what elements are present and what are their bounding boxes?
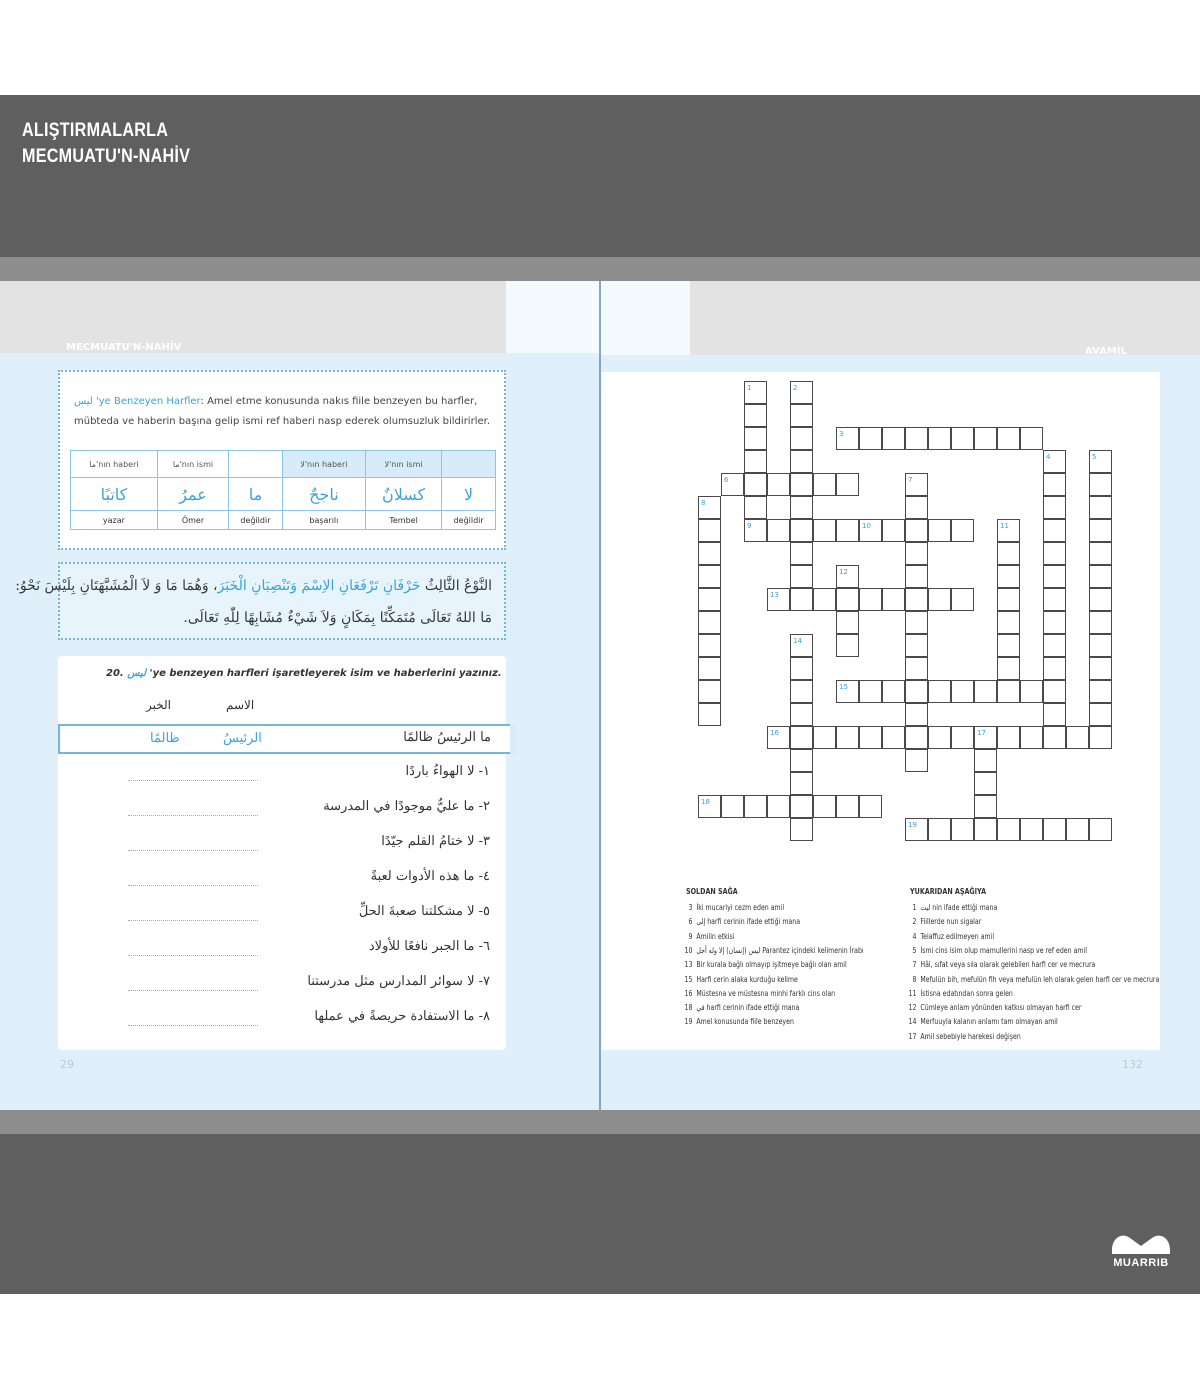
crossword-cell[interactable] [905,542,928,565]
crossword-cell[interactable] [790,450,813,473]
crossword-cell[interactable] [790,749,813,772]
crossword-cell[interactable] [997,427,1020,450]
clue-text: Harfi cerin alaka kurduğu kelime [696,974,798,984]
clue-number: 11 [908,988,917,998]
crossword-number: 18 [701,798,710,806]
crossword-cell[interactable] [882,726,905,749]
clue-number: 10 [684,945,693,955]
crossword-cell[interactable] [790,496,813,519]
crossword-cell[interactable] [951,588,974,611]
crossword-cell[interactable] [997,565,1020,588]
clue-number: 9 [688,931,693,941]
example-row-tab [510,724,516,754]
crossword-cell[interactable] [974,749,997,772]
down-clue [904,959,1095,971]
crossword-cell[interactable] [744,496,767,519]
crossword-cell[interactable] [1089,542,1112,565]
crossword-cell[interactable] [698,588,721,611]
crossword-number: 8 [701,499,706,507]
crossword-cell[interactable] [1089,680,1112,703]
crossword-cell[interactable] [836,588,859,611]
crossword-cell[interactable] [1066,726,1089,749]
crossword-cell[interactable] [1089,657,1112,680]
crossword-cell[interactable] [1043,519,1066,542]
crossword-cell[interactable] [698,519,721,542]
clue-text: إلى harfi cerinin ifade ettiği mana [696,917,801,927]
crossword-cell[interactable] [1043,634,1066,657]
crossword-cell[interactable] [997,542,1020,565]
crossword-cell[interactable] [836,726,859,749]
clue-number: 6 [688,917,693,927]
crossword-number: 1 [747,384,752,392]
crossword-cell[interactable] [882,427,905,450]
clue-number: 12 [908,1003,917,1013]
crossword-cell[interactable] [767,473,790,496]
clue-number: 4 [912,931,917,941]
crossword-cell[interactable] [744,404,767,427]
crossword-number: 12 [839,568,848,576]
table-arabic: كسلانٌ [365,478,441,511]
table-header [229,451,283,478]
crossword-cell[interactable] [721,795,744,818]
right-page-number: 132 [1122,1058,1143,1071]
clue-text: Cümleye anlam yönünden katkısı olmayan harfi cer [920,1003,1082,1013]
crossword-cell[interactable] [790,726,813,749]
crossword-cell[interactable] [905,749,928,772]
crossword-cell[interactable] [790,473,813,496]
down-clue [904,902,997,914]
clue-number: 19 [684,1017,693,1027]
table-header: ما'nın haberi [71,451,158,478]
answer-line[interactable] [128,990,258,991]
clue-number: 2 [912,917,917,927]
right-header-corner [601,281,690,355]
across-clue [680,974,798,986]
exercise-item[interactable]: ٤- ما هذه الأدوات لعبةً [58,865,506,895]
clue-number: 1 [912,903,917,912]
crossword-cell[interactable] [1043,726,1066,749]
across-clue [680,988,835,1000]
arabic-rule-example: مَا اللهُ تَعَالَى مُتَمَكِّنًا بِمَكَانٍ وَلاَ شَيْءٌ مُشَابِهًا لِلّٰهِ تَعَالَى. [183,610,492,626]
left-header-corner [506,281,599,353]
crossword-cell[interactable] [698,611,721,634]
crossword-cell[interactable] [813,795,836,818]
info-box [58,370,506,550]
crossword-cell[interactable] [974,772,997,795]
crossword-cell[interactable] [1043,496,1066,519]
crossword-number: 9 [747,522,752,530]
crossword-cell[interactable] [836,634,859,657]
exercise-item[interactable]: ٥- لا مشكلتنا صعبةَ الحلِّ [58,900,506,930]
crossword-cell[interactable] [905,496,928,519]
table-arabic: لا [442,478,496,511]
crossword-cell[interactable] [859,427,882,450]
example-row [58,724,513,754]
crossword-cell[interactable] [813,726,836,749]
clue-text: Telaffuz edilmeyen amil [920,931,995,941]
info-body: Amel etme konusunda nakıs fiile benzeyen bu harfler, mübteda ve haberin başına gelip ismi ref haberi nasp ederek olumsuzluk bildirirler. [74,396,490,427]
clue-number: 13 [684,960,693,970]
crossword-cell[interactable] [974,427,997,450]
crossword-number: 14 [793,637,802,645]
clue-text: Merfuuyla kalanın anlamı tam olmayan amil [920,1017,1058,1027]
crossword-cell[interactable] [905,611,928,634]
crossword-number: 4 [1046,453,1051,461]
down-clue [904,1031,1021,1043]
bottom-band [0,1134,1200,1294]
across-clue [680,1002,799,1014]
answer-line[interactable] [128,920,258,921]
crossword-cell[interactable] [905,427,928,450]
info-text: ليس 'ye Benzeyen Harfler: Amel etme konusunda nakıs fiile benzeyen bu harfler, mübteda ve haberin başına gelip ismi ref haberi nasp ederek olumsuzluk bildirirler. [74,396,490,427]
across-clue [680,945,864,957]
crossword-cell[interactable] [1043,657,1066,680]
answer-line[interactable] [128,885,258,886]
crossword-cell[interactable] [1043,818,1066,841]
arabic-rule-box [15,562,506,640]
crossword-cell[interactable] [1089,496,1112,519]
series-title-line1: ALIŞTIRMALARLA [22,120,169,141]
across-clue [680,916,800,928]
crossword-cell[interactable] [928,427,951,450]
crossword-cell[interactable] [698,680,721,703]
arabic-rule-line1: النَّوْعُ الثَّالِثُ حَرْفَانِ تَرْفَعَانِ الاِسْمَ وَتَنْصِبَانِ الْخَبَرَ، وَهُمَا مَا وَ لاَ الْمُشَبَّهَتَانِ بِلَيْسَ نَحْوُ: [15,578,492,594]
table-meaning: başarılı [282,511,365,530]
crossword-cell[interactable] [1089,611,1112,634]
publisher-name: MUARRIB [1113,1257,1169,1269]
crossword-cell[interactable] [951,680,974,703]
table-meaning: değildir [442,511,496,530]
clue-number: 3 [688,903,693,912]
crossword-cell[interactable] [997,726,1020,749]
crossword-cell[interactable] [1020,726,1043,749]
crossword-cell[interactable] [905,726,928,749]
crossword-cell[interactable] [1089,473,1112,496]
crossword-cell[interactable] [767,795,790,818]
crossword-cell[interactable] [790,680,813,703]
crossword-cell[interactable] [997,818,1020,841]
crossword-number: 17 [977,729,986,737]
crossword-cell[interactable] [1043,680,1066,703]
crossword-cell[interactable] [698,565,721,588]
crossword-cell[interactable] [859,726,882,749]
crossword-cell[interactable] [997,588,1020,611]
clue-text: Hâl, sıfat veya sıla olarak gelebilen harfi cer ve mecrura [920,960,1096,970]
down-clue [904,974,1159,986]
crossword-cell[interactable] [790,795,813,818]
laysa-table [70,450,496,530]
crossword-cell[interactable] [997,657,1020,680]
crossword-number: 7 [908,476,913,484]
clue-text: ليت nin ifade ettiği mana [920,903,998,912]
crossword-number: 16 [770,729,779,737]
column-header-ism: الاسم [226,698,255,712]
crossword-cell[interactable] [790,565,813,588]
crossword-cell[interactable] [1089,726,1112,749]
crossword-number: 2 [793,384,798,392]
down-title: YUKARIDAN AŞAĞIYA [910,887,987,896]
crossword-cell[interactable] [905,657,928,680]
across-clue [680,1016,794,1028]
crossword-cell[interactable] [790,588,813,611]
crossword-number: 19 [908,821,917,829]
clue-number: 7 [912,960,917,970]
crossword-cell[interactable] [790,818,813,841]
left-running-title: MECMUATU'N-NAHİV [66,342,182,353]
table-meaning: yazar [71,511,158,530]
crossword-cell[interactable] [859,680,882,703]
exercise-item[interactable]: ٧- لا سوائر المدارس مثل مدرستنا [58,970,506,1000]
table-header: لا'nın ismi [365,451,441,478]
down-clue [904,931,994,943]
crossword-cell[interactable] [859,588,882,611]
crossword-cell[interactable] [951,427,974,450]
clue-text: Müstesna ve müstesna minhi farklı cins olan [696,988,836,998]
crossword-number: 6 [724,476,729,484]
info-term: ليس 'ye Benzeyen Harfler [74,396,201,407]
crossword-cell[interactable] [1043,588,1066,611]
crossword-cell[interactable] [790,772,813,795]
clue-text: İstisna edatından sonra gelen [920,988,1013,998]
crossword-cell[interactable] [1043,473,1066,496]
clue-text: Amel konusunda fiile benzeyen [696,1017,794,1027]
clue-text: Bir kurala bağlı olmayıp işitmeye bağlı olan amil [696,960,847,970]
crossword-number: 13 [770,591,779,599]
down-clue [904,916,981,928]
crossword-cell[interactable] [790,542,813,565]
crossword-cell[interactable] [813,519,836,542]
exercise-item[interactable]: ٦- ما الجبر نافعًا للأولاد [58,935,506,965]
crossword-cell[interactable] [1089,588,1112,611]
table-meaning: Ömer [157,511,228,530]
example-sentence: ما الرئيسُ ظالمًا [403,730,491,745]
crossword-cell[interactable] [790,404,813,427]
crossword-cell[interactable] [744,450,767,473]
down-clue [904,1002,1081,1014]
crossword-cell[interactable] [1020,427,1043,450]
down-clue [904,988,1013,1000]
bottom-band-strip [0,1110,1200,1134]
table-arabic: ناجحٌ [282,478,365,511]
crossword-cell[interactable] [813,588,836,611]
clue-text: Amil sebebiyle harekesi değişen [920,1031,1021,1041]
crossword-number: 15 [839,683,848,691]
crossword-cell[interactable] [905,703,928,726]
right-running-title: AVAMİL [1085,346,1127,357]
down-clue [904,1016,1058,1028]
clue-text: ليس (إنسان) إلا وله أجل Parantez içindeki kelimenin İrabı [696,945,864,955]
clue-text: Fiillerde nun sigalar [920,917,982,927]
crossword-cell[interactable] [859,795,882,818]
answer-line[interactable] [128,780,258,781]
crossword-cell[interactable] [836,473,859,496]
clue-text: Mefulün bih, mefulün fih veya mefulün leh olarak gelen harfi cer ve mecrura [920,974,1160,984]
answer-line[interactable] [128,815,258,816]
crossword-cell[interactable] [1043,611,1066,634]
clue-number: 5 [912,945,917,955]
crossword-cell[interactable] [836,519,859,542]
crossword-cell[interactable] [928,588,951,611]
crossword-cell[interactable] [1089,565,1112,588]
crossword-cell[interactable] [997,680,1020,703]
crossword-cell[interactable] [1043,565,1066,588]
crossword-cell[interactable] [882,680,905,703]
clue-number: 18 [684,1003,693,1013]
series-title [22,118,190,170]
answer-line[interactable] [128,1025,258,1026]
crossword-cell[interactable] [744,795,767,818]
clue-text: في harfi cerinin ifade ettiği mana [696,1003,800,1013]
crossword-cell[interactable] [790,519,813,542]
example-ism: الرئيسُ [223,731,262,746]
exercise-item[interactable]: ١- لا الهواءُ باردًا [58,760,506,790]
crossword-number: 3 [839,430,844,438]
crossword-cell[interactable] [744,427,767,450]
crossword-cell[interactable] [997,611,1020,634]
crossword-cell[interactable] [928,818,951,841]
answer-line[interactable] [128,850,258,851]
down-clue [904,945,1087,957]
crossword-number: 10 [862,522,871,530]
crossword-cell[interactable] [1020,680,1043,703]
crossword-cell[interactable] [790,703,813,726]
clue-number: 15 [684,974,693,984]
crossword-cell[interactable] [997,634,1020,657]
crossword-cell[interactable] [698,703,721,726]
exercise-number: 20. [106,668,124,679]
crossword-number: 11 [1000,522,1009,530]
right-header-block [690,281,1200,355]
across-clue [680,931,734,943]
exercise-question: 20. ليس 'ye benzeyen harfleri işaretleyerek isim ve haberlerini yazınız. [106,668,502,679]
crossword-cell[interactable] [928,519,951,542]
across-clue [680,959,847,971]
table-meaning: Tembel [365,511,441,530]
exercise-item[interactable]: ٣- لا ختامُ القلم جيّدًا [58,830,506,860]
table-header: ما'nın ismi [157,451,228,478]
crossword-cell[interactable] [698,657,721,680]
crossword-number: 5 [1092,453,1097,461]
crossword-cell[interactable] [1089,703,1112,726]
crossword-cell[interactable] [905,680,928,703]
crossword-cell[interactable] [905,519,928,542]
table-arabic: كاتبًا [71,478,158,511]
crossword-cell[interactable] [882,519,905,542]
crossword-cell[interactable] [698,542,721,565]
table-meaning: değildir [229,511,283,530]
answer-line[interactable] [128,955,258,956]
exercise-item[interactable]: ٨- ما الاستفادة حريصةً في عملها [58,1005,506,1035]
crossword-cell[interactable] [767,519,790,542]
clue-text: İsmi cins isim olup mamullerini nasp ve ref eden amil [920,945,1087,955]
table-header: لا'nın haberi [282,451,365,478]
table-header [442,451,496,478]
crossword-cell[interactable] [1020,818,1043,841]
exercise-box [58,656,506,1050]
crossword-cell[interactable] [1043,703,1066,726]
table-arabic: عمرُ [157,478,228,511]
column-header-khabar: الخبر [146,698,171,712]
table-arabic: ما [229,478,283,511]
clue-text: İki mucariyi cezm eden amil [696,903,785,912]
crossword-cell[interactable] [905,588,928,611]
crossword-cell[interactable] [905,634,928,657]
arabic-rule-highlight: حَرْفَانِ تَرْفَعَانِ الاِسْمَ وَتَنْصِبَانِ الْخَبَرَ [217,578,421,594]
crossword-cell[interactable] [882,588,905,611]
crossword-cell[interactable] [790,657,813,680]
clue-number: 8 [912,974,917,984]
crossword-cell[interactable] [951,519,974,542]
crossword-cell[interactable] [928,680,951,703]
exercise-item[interactable]: ٢- ما عليٌّ موجودًا في المدرسة [58,795,506,825]
crossword-cell[interactable] [1089,818,1112,841]
crossword-cell[interactable] [1089,634,1112,657]
across-title: SOLDAN SAĞA [686,887,738,896]
series-title-line2: MECMUATU'N-NAHİV [22,146,191,167]
crossword-cell[interactable] [790,427,813,450]
left-page-number: 29 [60,1058,74,1071]
crossword-cell[interactable] [836,611,859,634]
crossword-cell[interactable] [1066,818,1089,841]
crossword-cell[interactable] [836,795,859,818]
crossword-cell[interactable] [974,680,997,703]
clue-number: 14 [908,1017,917,1027]
crossword-cell[interactable] [951,818,974,841]
crossword-cell[interactable] [974,795,997,818]
clue-number: 17 [908,1031,917,1041]
clue-number: 16 [684,988,693,998]
crossword-cell[interactable] [905,565,928,588]
top-band-strip [0,257,1200,281]
crossword-cell[interactable] [974,818,997,841]
crossword-cell[interactable] [1089,519,1112,542]
example-khabar: ظالمًا [150,731,180,746]
crossword-cell[interactable] [1043,542,1066,565]
crossword-cell[interactable] [928,726,951,749]
crossword-cell[interactable] [744,473,767,496]
clue-text: Amilin etkisi [696,931,735,941]
across-clue [680,902,784,914]
crossword-cell[interactable] [813,473,836,496]
crossword-cell[interactable] [951,726,974,749]
crossword-cell[interactable] [698,634,721,657]
